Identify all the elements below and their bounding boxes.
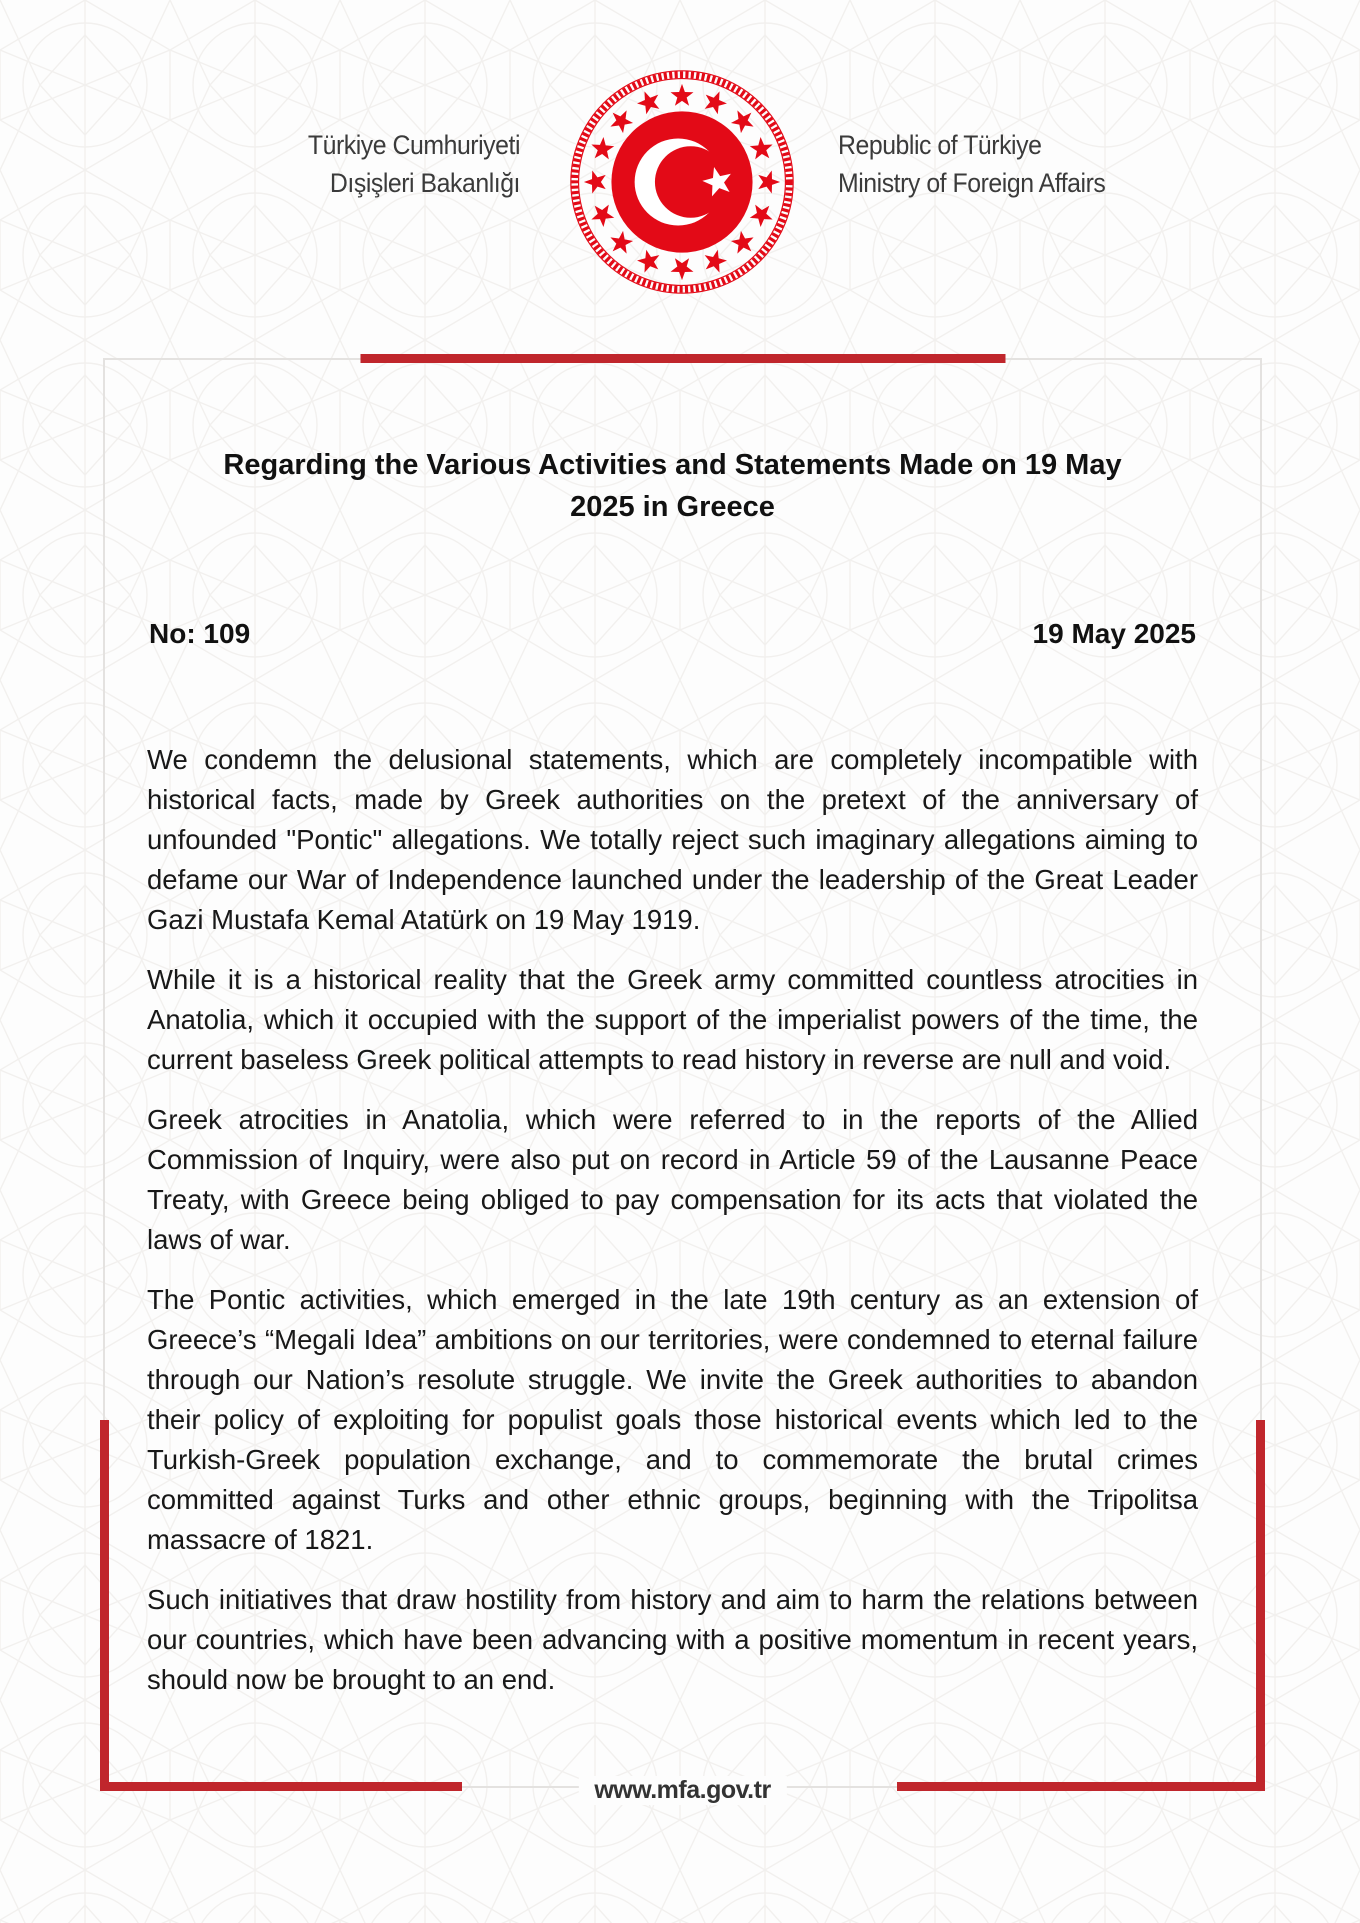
title-line1: Regarding the Various Activities and Statements Made on 19 May <box>223 449 1122 481</box>
paragraph-4: The Pontic activities, which emerged in the late 19th century as an extension of Greece’s “Megali Idea” ambitions on our territories, were condemned to eternal failure through our Nation’s resolute struggle. We invite the Greek authorities to abandon their policy of exploiting for populist goals those historical events which led to the Turkish-Greek population exchange, and to commemorate the brutal crimes committed against Turks and other ethnic groups, beginning with the Tripolitsa massacre of 1821. <box>147 1284 1198 1555</box>
ministry-name-english <box>838 126 1105 202</box>
top-red-accent-bar <box>360 354 1005 363</box>
press-release-date: 19 May 2025 <box>1032 618 1196 649</box>
ministry-name-turkish <box>198 126 520 202</box>
press-release-body <box>147 740 1198 1720</box>
ministry-name-tr-line1: Türkiye Cumhuriyeti <box>307 130 520 160</box>
letterhead <box>0 0 1360 320</box>
left-red-accent-bar <box>100 1420 109 1791</box>
title-line2: 2025 in Greece <box>570 491 775 523</box>
press-release-number: No: 109 <box>149 618 251 649</box>
right-red-accent-bar <box>1256 1420 1265 1791</box>
press-release-title <box>147 444 1198 528</box>
paragraph-5: Such initiatives that draw hostility from history and aim to harm the relations between our countries, which have been advancing with a positive momentum in recent years, should now be brought to an end. <box>147 1584 1198 1695</box>
ministry-name-tr-line2: Dışişleri Bakanlığı <box>329 168 520 198</box>
paragraph-2: While it is a historical reality that the Greek army committed countless atrocities in Anatolia, which it occupied with the support of the imperialist powers of the time, the current baseless Greek political attempts to read history in reverse are null and void. <box>147 964 1198 1075</box>
press-release-meta <box>149 618 1196 650</box>
press-release-frame <box>103 358 1262 1804</box>
ministry-website: www.mfa.gov.tr <box>578 1776 786 1805</box>
bottom-right-red-accent-bar <box>897 1782 1265 1791</box>
bottom-left-red-accent-bar <box>100 1782 462 1791</box>
paragraph-3: Greek atrocities in Anatolia, which were referred to in the reports of the Allied Commission of Inquiry, were also put on record in Article 59 of the Lausanne Peace Treaty, with Greece being obliged to pay compensation for its acts that violated the laws of war. <box>147 1104 1198 1255</box>
ministry-name-en-line1: Republic of Türkiye <box>838 130 1042 160</box>
paragraph-1: We condemn the delusional statements, which are completely incompatible with historical facts, made by Greek authorities on the pretext of the anniversary of unfounded "Pontic" allegations. We totally reject such imaginary allegations aiming to defame our War of Independence launched under the leadership of the Great Leader Gazi Mustafa Kemal Atatürk on 19 May 1919. <box>147 744 1198 935</box>
ministry-name-en-line2: Ministry of Foreign Affairs <box>838 168 1106 198</box>
turkiye-mfa-emblem-icon <box>566 66 798 298</box>
